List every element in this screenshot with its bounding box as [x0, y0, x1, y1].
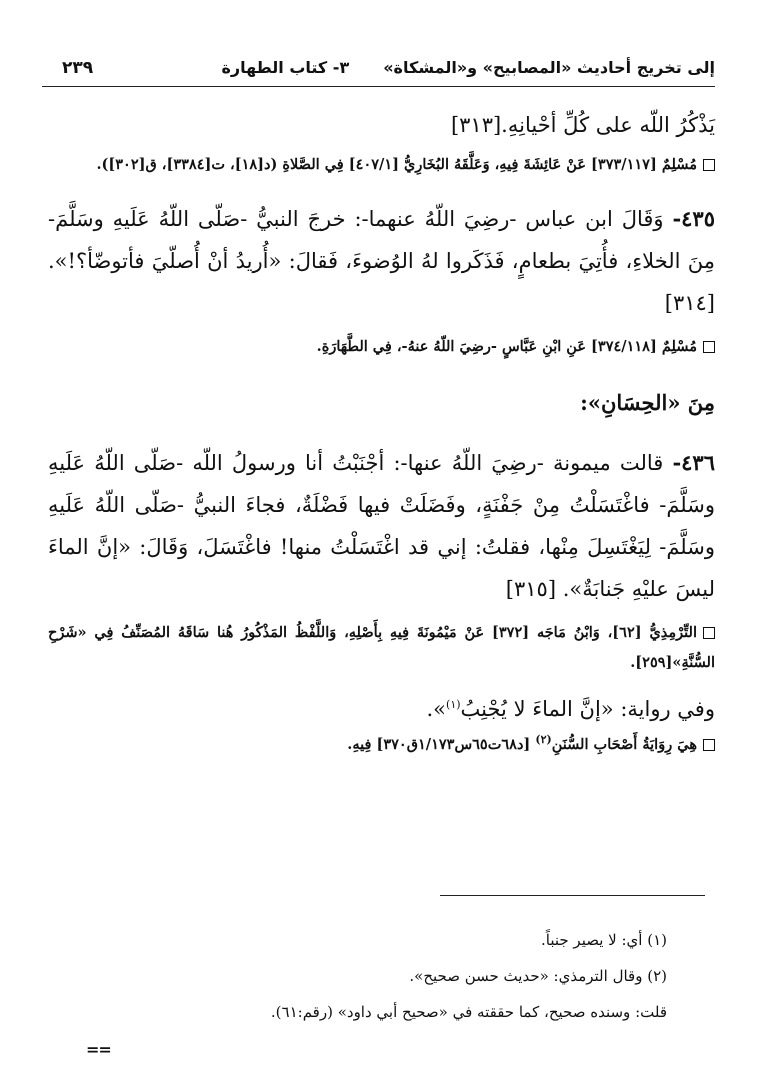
footnotes: [60, 922, 667, 1030]
source-note-text: [د٦٨ت٦٥س١/١٧٣ق٣٧٠] فِيهِ.: [347, 736, 531, 753]
book-title: إلى تخريج أحاديث «المصابيح» و«المشكاة»: [383, 58, 715, 77]
square-bullet-icon: [703, 159, 715, 171]
source-note: [48, 618, 715, 678]
page-number: ٢٣٩: [62, 58, 94, 78]
narration-text: وفي رواية: «إنَّ الماءَ لا يُجْنِبُ: [460, 697, 715, 721]
hadith-436: [48, 442, 715, 610]
square-bullet-icon: [703, 627, 715, 639]
source-note: [48, 332, 715, 362]
footnote-ref: (١): [446, 698, 461, 711]
source-note-text: التِّرْمِذِيُّ [٦٢]، وَابْنُ مَاجَه [٣٧٢] عَنْ مَيْمُونَةَ فِيهِ بِأَصْلِهِ، وَاللَّفْظُ المَذْكُورُ هُنا سَاقَهُ المُصَنِّفُ فِي «شَرْحِ السُّنَّةِ»[٢٥٩].: [48, 624, 715, 671]
footnote-ref: (٢): [535, 733, 552, 747]
source-note: [48, 730, 715, 760]
source-note-text: مُسْلِمٌ [٣٧٤/١١٨] عَنِ ابْنِ عَبَّاسٍ -رضِيَ اللّهُ عنهُ-، فِي الطَّهَارَةِ.: [316, 338, 697, 355]
footnote-separator: [440, 895, 705, 896]
chapter-title: ٣- كتاب الطهارة: [221, 58, 350, 77]
page-body: [48, 100, 715, 760]
footnote-2-comment: قلت: وسنده صحيح، كما حققته في «صحيح أبي داود» (رقم:٦١).: [270, 1003, 667, 1021]
source-note-text: هِيَ رِوَايَةُ أَصْحَابِ السُّنَنِ: [551, 736, 697, 753]
hadith-continuation: يَذْكُرُ اللّه على كُلِّ أحْيانِهِ.[٣١٣]: [450, 113, 715, 137]
source-note: [48, 150, 715, 180]
header-running-title: [221, 58, 715, 77]
narration-variant: [48, 688, 715, 730]
source-note-text: مُسْلِمٌ [٣٧٣/١١٧] عَنْ عَائِشَةَ فِيهِ، وَعَلَّقَهُ البُخَارِيُّ [٤٠٧/١] فِي الصَّلاةِ (د[١٨]، ت[٣٣٨٤]، ق[٣٠٢]).: [96, 156, 697, 173]
hadith-number: ٤٣٦-: [672, 450, 715, 475]
square-bullet-icon: [703, 341, 715, 353]
footnote-1: (١) أي: لا يصير جنباً.: [540, 931, 667, 949]
narration-end: ».: [426, 697, 447, 721]
hadith-text: قالت ميمونة -رضِيَ اللّهُ عنها-: أجْنَبْتُ أنا ورسولُ اللّه -صَلّى اللّهُ عَلَيهِ وسَلَّمَ- فاغْتَسَلْتُ مِنْ جَفْنَةٍ، وفَضَلَتْ فيها فَضْلَةٌ، فجاءَ النبيُّ -صَلّى اللّهُ عَلَيهِ وسَلَّمَ- لِيَغْتَسِلَ مِنْها، فقلتُ: إني قد اغْتَسَلْتُ منها! فاغْتَسَلَ، وَقَالَ: «إنَّ الماءَ ليسَ عليْهِ جَنابَةٌ». [٣١٥]: [48, 451, 715, 601]
section-heading-hisan: مِنَ «الحِسَانِ»:: [580, 390, 715, 415]
running-header: [42, 52, 715, 87]
hadith-number: ٤٣٥-: [672, 206, 715, 231]
footnote-2: (٢) وقال الترمذي: «حديث حسن صحيح».: [409, 967, 667, 985]
hadith-text: وَقَالَ ابن عباس -رضِيَ اللّهُ عنهما-: خرجَ النبيُّ -صَلّى اللّهُ عَلَيهِ وسَلَّمَ- مِنَ الخلاءِ، فأُتِيَ بطعامٍ، فَذَكَروا لهُ الوُضوءَ، فَقالَ: «أُريدُ أنْ أُصلّيَ فأتوضّأ؟!». [٣١٤]: [48, 207, 715, 315]
square-bullet-icon: [703, 739, 715, 751]
continuation-mark: ==: [86, 1040, 111, 1059]
hadith-435: [48, 198, 715, 324]
